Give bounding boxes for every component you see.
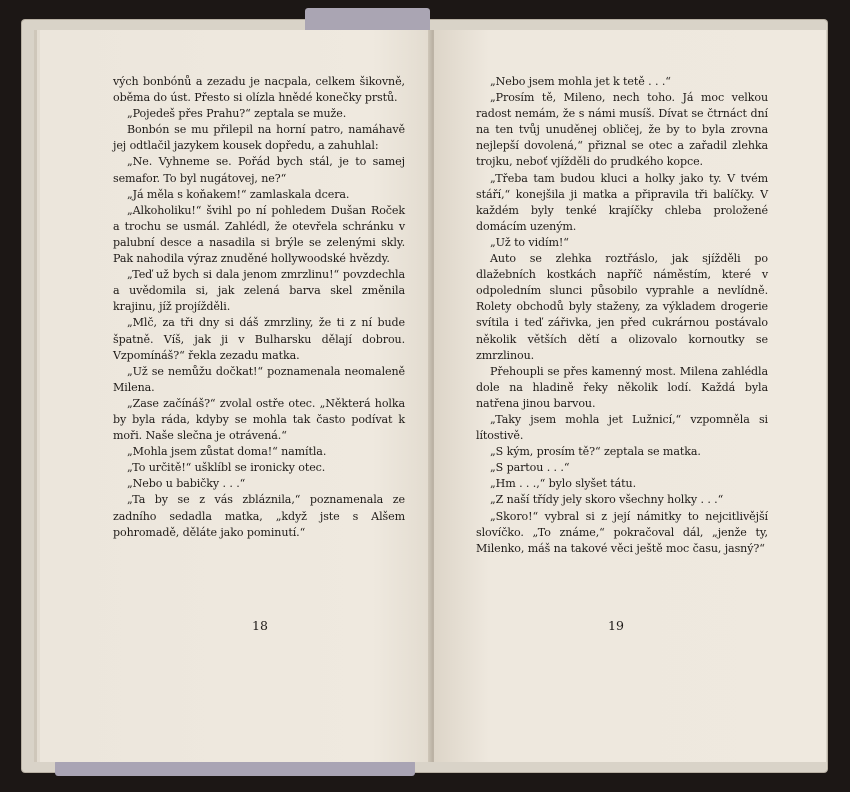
paragraph: „Ta by se z vás zbláznila,“ poznamenala ze zadního sedadla matka, „když jste s Alšem pohromadě, děláte jako pominutí.“ xyxy=(113,493,405,539)
paragraph: „S partou . . .“ xyxy=(490,461,570,475)
left-page xyxy=(40,30,432,762)
paragraph: „Pojedeš přes Prahu?“ zeptala se muže. xyxy=(127,107,347,121)
paragraph: „Alkoholiku!“ švihl po ní pohledem Dušan Roček a trochu se usmál. Zahlédl, že otevřela schránku v palubní desce a nasadila si brýle se zelenými skly. Pak nahodila výraz znuděné hollywoodské hvězdy. xyxy=(113,203,405,266)
paragraph: „Už to vidím!“ xyxy=(490,235,569,249)
page-number-left: 18 xyxy=(252,618,268,633)
paragraph: „Mohla jsem zůstat doma!“ namítla. xyxy=(127,445,327,459)
paragraph: „Už se nemůžu dočkat!“ poznamenala neomaleně Milena. xyxy=(113,364,405,394)
paragraph: „Z naší třídy jely skoro všechny holky . . .“ xyxy=(490,493,724,507)
paragraph: „Skoro!“ vybral si z její námitky to nejcitlivější slovíčko. „To známe,“ pokračoval dál, „jenže ty, Milenko, máš na takové věci ještě moc času, jasný?“ xyxy=(476,509,768,555)
paragraph: „Ne. Vyhneme se. Pořád bych stál, je to samej semafor. To byl nugátovej, ne?“ xyxy=(113,155,405,185)
paragraph: „Třeba tam budou kluci a holky jako ty. V tvém stáří,“ konejšila ji matka a připravila tři balíčky. V každém byly tenké krajíčky chleba proložené domácím uzeným. xyxy=(476,171,768,233)
paragraph: Auto se zlehka roztřáslo, jak sjížděli po dlažebních kostkách napříč náměstím, které v odpoledním slunci působilo vyprahle a nevlídně. Rolety obchodů byly staženy, za výkladem drogerie svítila i teď zářivka, jen před cukrárnou postávalo několik větších dětí a olizovalo kornoutky se zmrzlinou. xyxy=(476,252,768,362)
page-number-right: 19 xyxy=(608,618,624,633)
paragraph: „Nebo u babičky . . .“ xyxy=(127,477,246,491)
paragraph: Přehoupli se přes kamenný most. Milena zahlédla dole na hladině řeky několik lodí. Každá byla natřena jinou barvou. xyxy=(476,364,768,410)
paragraph: „To určitě!“ ušklíbl se ironicky otec. xyxy=(127,461,326,475)
right-page-text xyxy=(476,74,768,557)
paragraph: „Nebo jsem mohla jet k tetě . . .“ xyxy=(490,75,671,88)
paragraph: vých bonbónů a zezadu je nacpala, celkem šikovně, oběma do úst. Přesto si olízla hnědé konečky prstů. xyxy=(113,75,405,105)
paragraph: „Prosím tě, Mileno, nech toho. Já moc velkou radost nemám, že s námi musíš. Dívat se čtrnáct dní na ten tvůj unuděnej obličej, že by to byla zrovna nejlepší dovolená,“ přiznal se otec a zařadil zlehka trojku, neboť vjížděli do prudkého kopce. xyxy=(476,91,768,169)
paragraph: „Teď už bych si dala jenom zmrzlinu!“ povzdechla a uvědomila si, jak zelená barva skel změnila krajinu, jíž projížděli. xyxy=(113,268,405,314)
paragraph: Bonbón se mu přilepil na horní patro, namáhavě jej odtlačil jazykem kousek dopředu, a zahuhlal: xyxy=(113,123,405,153)
cloth-binding-bottom xyxy=(55,760,415,776)
right-page xyxy=(434,30,826,762)
paragraph: „Taky jsem mohla jet Lužnicí,“ vzpomněla si lítostivě. xyxy=(476,412,768,443)
paragraph: „Mlč, za tři dny si dáš zmrzliny, že ti z ní bude špatně. Víš, jak ji v Bulharsku dělají dobrou. Vzpomínáš?“ řekla zezadu matka. xyxy=(113,316,405,362)
paragraph: „S kým, prosím tě?“ zeptala se matka. xyxy=(490,445,701,459)
paragraph: „Zase začínáš?“ zvolal ostře otec. „Některá holka by byla ráda, kdyby se mohla tak často podívat k moři. Naše slečna je otrávená.“ xyxy=(113,396,405,443)
paragraph: „Hm . . .,“ bylo slyšet tátu. xyxy=(490,477,636,491)
paragraph: „Já měla s koňakem!“ zamlaskala dcera. xyxy=(127,187,350,201)
left-page-text xyxy=(113,74,405,541)
